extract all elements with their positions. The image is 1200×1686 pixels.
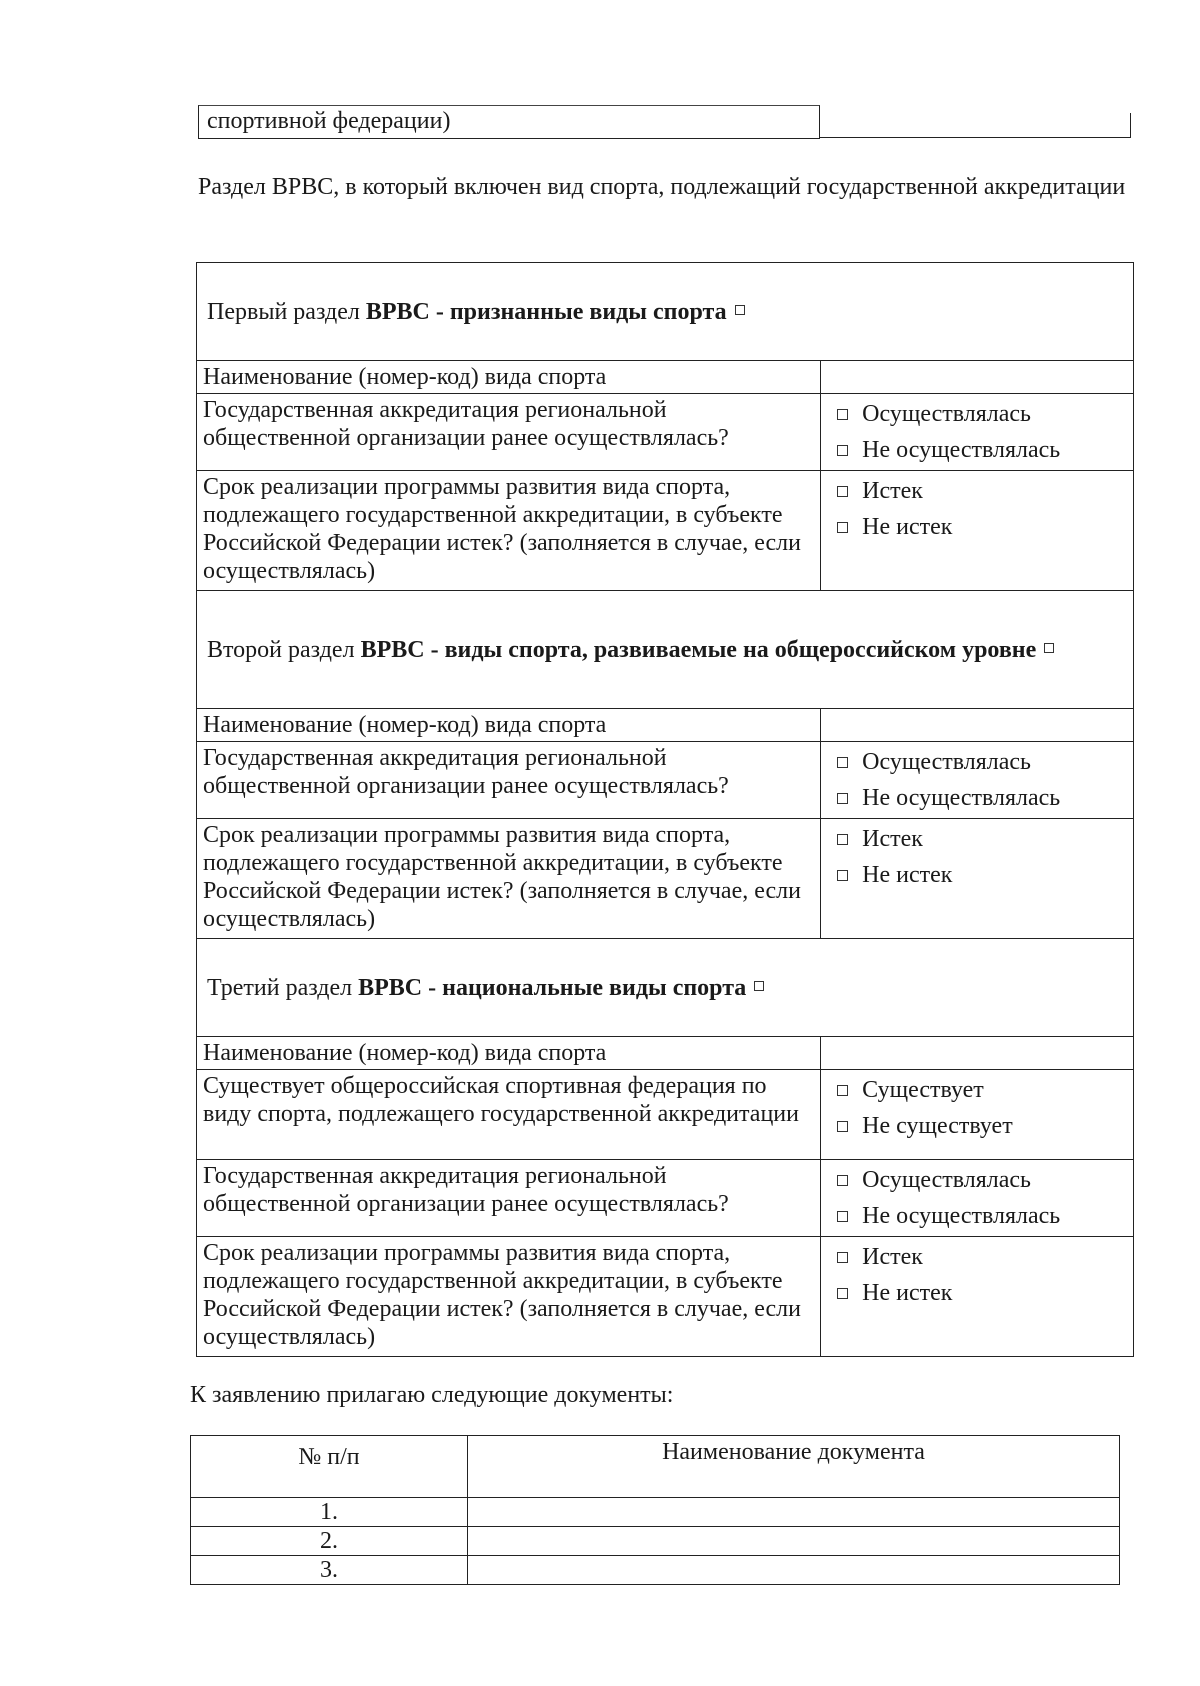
- answer-option[interactable]: [827, 857, 1127, 893]
- answer-cell: [821, 742, 1134, 819]
- answer-option-label: Не истек: [862, 1280, 953, 1306]
- documents-row: [191, 1527, 1120, 1556]
- section-question-row: [197, 1237, 1134, 1357]
- section-select-checkbox[interactable]: [754, 981, 764, 991]
- section-header-prefix: Первый раздел: [207, 298, 366, 325]
- documents-row: [191, 1556, 1120, 1585]
- documents-header-row: [191, 1436, 1120, 1498]
- answer-cell[interactable]: [821, 709, 1134, 742]
- question-label: Срок реализации программы развития вида спорта, подлежащего государственной аккредитации, в субъекте Российской Федерации истек? (заполняется в случае, если осуществлялась): [197, 471, 821, 591]
- answer-cell: [821, 1070, 1134, 1160]
- answer-option[interactable]: [827, 1108, 1127, 1144]
- answer-cell: [821, 1160, 1134, 1237]
- checkbox-icon[interactable]: [837, 834, 848, 845]
- answer-option[interactable]: [827, 1239, 1127, 1275]
- question-label: Государственная аккредитация региональной общественной организации ранее осуществлялась?: [197, 1160, 821, 1237]
- checkbox-icon[interactable]: [837, 1121, 848, 1132]
- answer-option-label: Осуществлялась: [862, 749, 1031, 775]
- answer-option[interactable]: [827, 473, 1127, 509]
- top-fragment-cell: [198, 105, 820, 139]
- section-header-row: [197, 939, 1134, 1037]
- section-header-title: ВРВС - национальные виды спорта: [358, 974, 747, 1001]
- answer-option-label: Не осуществлялась: [862, 437, 1061, 463]
- question-label: Срок реализации программы развития вида спорта, подлежащего государственной аккредитации, в субъекте Российской Федерации истек? (заполняется в случае, если осуществлялась): [197, 819, 821, 939]
- section-question-row: [197, 819, 1134, 939]
- answer-cell: [821, 819, 1134, 939]
- section-question-row: [197, 709, 1134, 742]
- section-header-prefix: Третий раздел: [207, 974, 359, 1001]
- checkbox-icon[interactable]: [837, 793, 848, 804]
- section-question-row: [197, 394, 1134, 471]
- section-header-cell: [197, 939, 1134, 1037]
- answer-option-label: Не истек: [862, 862, 953, 888]
- section-select-checkbox[interactable]: [735, 305, 745, 315]
- top-fragment-row: [198, 105, 1132, 139]
- answer-cell[interactable]: [821, 1037, 1134, 1070]
- checkbox-icon[interactable]: [837, 757, 848, 768]
- answer-option-label: Не существует: [862, 1113, 1013, 1139]
- checkbox-icon[interactable]: [837, 870, 848, 881]
- documents-row-name-cell[interactable]: [468, 1527, 1120, 1556]
- section-question-row: [197, 742, 1134, 819]
- top-fragment-text: спортивной федерации): [207, 108, 451, 134]
- question-label: Срок реализации программы развития вида спорта, подлежащего государственной аккредитации, в субъекте Российской Федерации истек? (заполняется в случае, если осуществлялась): [197, 1237, 821, 1357]
- answer-option[interactable]: [827, 1275, 1127, 1311]
- answer-option[interactable]: [827, 1072, 1127, 1108]
- answer-option[interactable]: [827, 744, 1127, 780]
- documents-row-number: 3.: [191, 1556, 468, 1585]
- answer-cell: [821, 1237, 1134, 1357]
- sections-table: [196, 262, 1134, 1357]
- answer-cell: [821, 394, 1134, 471]
- answer-cell[interactable]: [821, 361, 1134, 394]
- answer-option[interactable]: [827, 509, 1127, 545]
- documents-row: [191, 1498, 1120, 1527]
- checkbox-icon[interactable]: [837, 522, 848, 533]
- section-header-cell: [197, 591, 1134, 709]
- section-header-prefix: Второй раздел: [207, 636, 361, 663]
- checkbox-icon[interactable]: [837, 1252, 848, 1263]
- answer-option-label: Осуществлялась: [862, 1167, 1031, 1193]
- answer-option-label: Не осуществлялась: [862, 1203, 1061, 1229]
- top-fragment-value-cell[interactable]: [820, 113, 1131, 138]
- section-question-row: [197, 1160, 1134, 1237]
- documents-row-number: 2.: [191, 1527, 468, 1556]
- documents-table: [190, 1435, 1120, 1585]
- section-header-title: ВРВС - признанные виды спорта: [365, 298, 727, 325]
- section-intro-paragraph: Раздел ВРВС, в который включен вид спорта, подлежащий государственной аккредитации: [198, 174, 1126, 200]
- checkbox-icon[interactable]: [837, 409, 848, 420]
- answer-cell: [821, 471, 1134, 591]
- answer-option-label: Не истек: [862, 514, 953, 540]
- checkbox-icon[interactable]: [837, 1288, 848, 1299]
- answer-option-label: Не осуществлялась: [862, 785, 1061, 811]
- question-label: Государственная аккредитация региональной общественной организации ранее осуществлялась?: [197, 742, 821, 819]
- question-label: Наименование (номер-код) вида спорта: [197, 1037, 821, 1070]
- answer-option-label: Истек: [862, 1244, 923, 1270]
- documents-row-name-cell[interactable]: [468, 1556, 1120, 1585]
- documents-row-number: 1.: [191, 1498, 468, 1527]
- answer-option-label: Существует: [862, 1077, 984, 1103]
- section-header-row: [197, 591, 1134, 709]
- section-question-row: [197, 1070, 1134, 1160]
- section-select-checkbox[interactable]: [1044, 643, 1054, 653]
- documents-col-name: Наименование документа: [468, 1436, 1120, 1498]
- checkbox-icon[interactable]: [837, 486, 848, 497]
- answer-option[interactable]: [827, 396, 1127, 432]
- answer-option[interactable]: [827, 432, 1127, 468]
- checkbox-icon[interactable]: [837, 1211, 848, 1222]
- section-question-row: [197, 1037, 1134, 1070]
- section-question-row: [197, 471, 1134, 591]
- question-label: Наименование (номер-код) вида спорта: [197, 709, 821, 742]
- section-header-title: ВРВС - виды спорта, развиваемые на общероссийском уровне: [360, 636, 1037, 663]
- section-header-text: [207, 974, 1123, 1002]
- question-label: Наименование (номер-код) вида спорта: [197, 361, 821, 394]
- checkbox-icon[interactable]: [837, 445, 848, 456]
- answer-option[interactable]: [827, 821, 1127, 857]
- documents-intro: К заявлению прилагаю следующие документы:: [190, 1382, 674, 1408]
- checkbox-icon[interactable]: [837, 1175, 848, 1186]
- section-header-text: [207, 636, 1123, 664]
- answer-option-label: Осуществлялась: [862, 401, 1031, 427]
- answer-option-label: Истек: [862, 826, 923, 852]
- documents-row-name-cell[interactable]: [468, 1498, 1120, 1527]
- answer-option[interactable]: [827, 1198, 1127, 1234]
- section-header-cell: [197, 263, 1134, 361]
- checkbox-icon[interactable]: [837, 1085, 848, 1096]
- section-question-row: [197, 361, 1134, 394]
- question-label: Государственная аккредитация региональной общественной организации ранее осуществлялась?: [197, 394, 821, 471]
- section-header-text: [207, 298, 1123, 326]
- answer-option[interactable]: [827, 1162, 1127, 1198]
- answer-option[interactable]: [827, 780, 1127, 816]
- documents-col-num: № п/п: [191, 1436, 468, 1498]
- question-label: Существует общероссийская спортивная федерация по виду спорта, подлежащего государственной аккредитации: [197, 1070, 821, 1160]
- section-header-row: [197, 263, 1134, 361]
- answer-option-label: Истек: [862, 478, 923, 504]
